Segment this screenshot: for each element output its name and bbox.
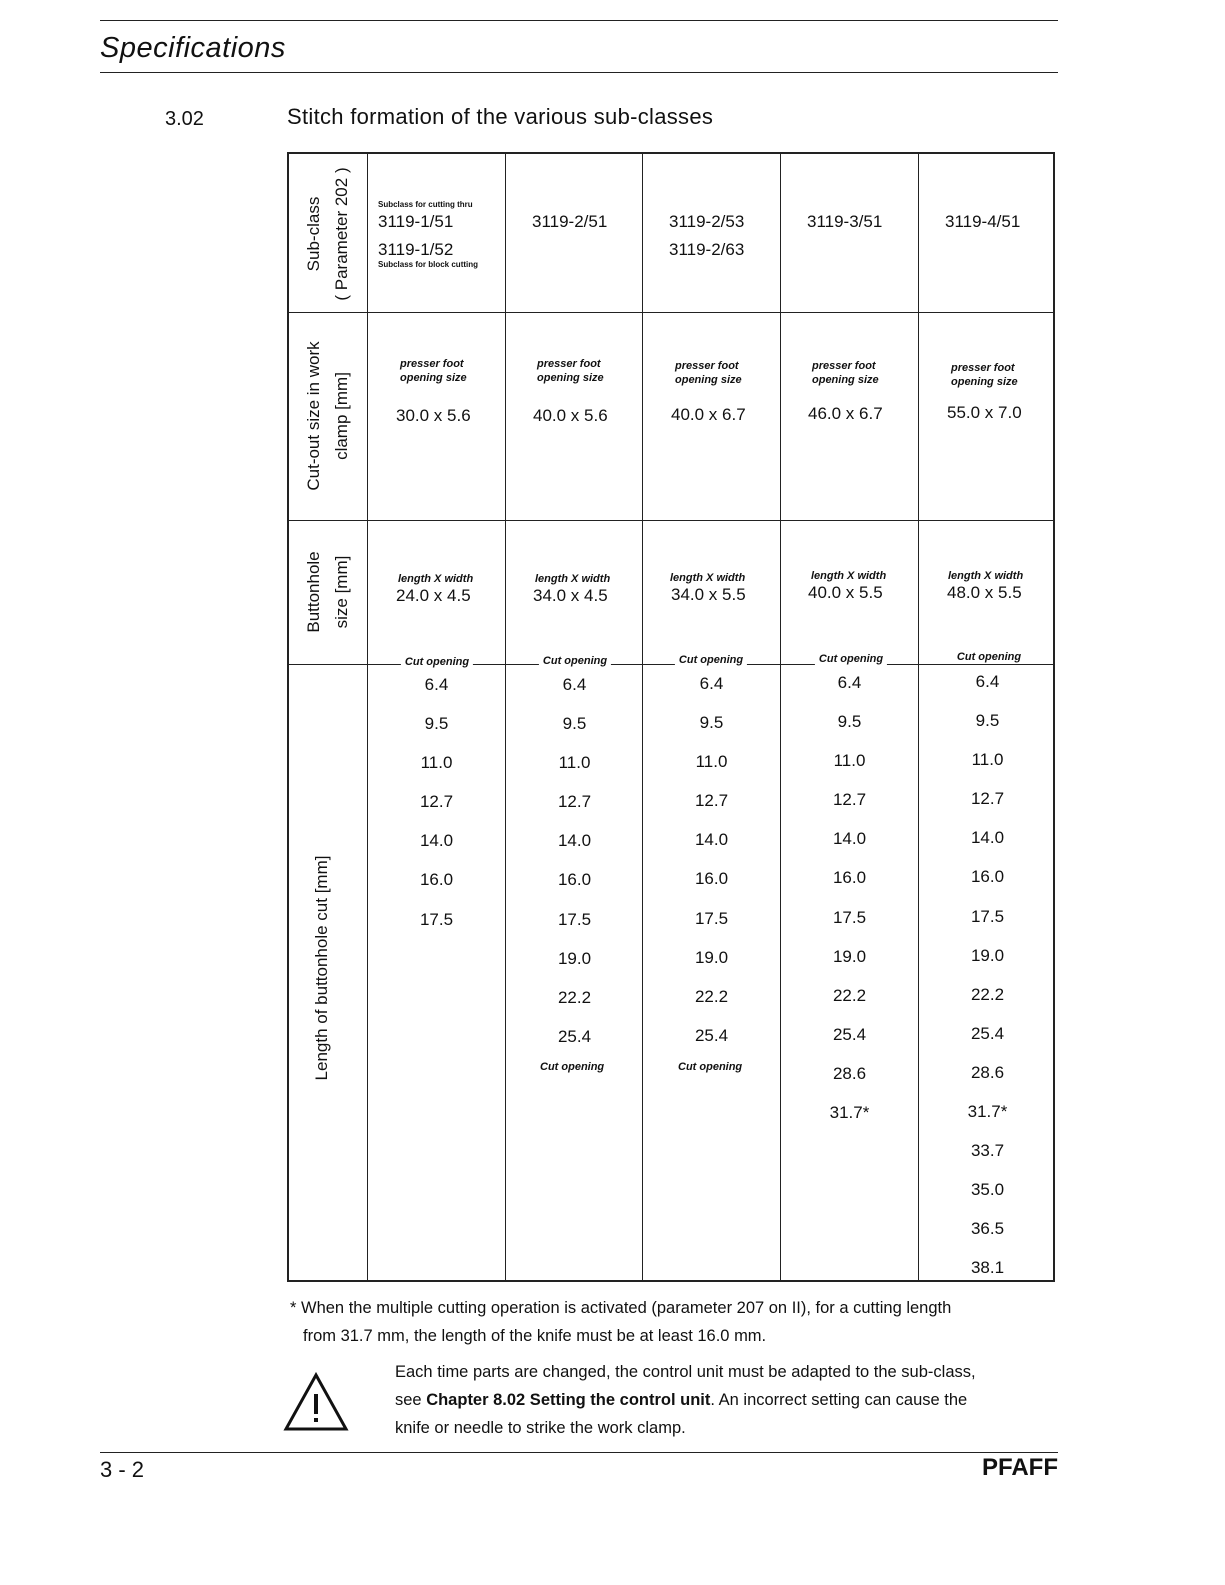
bh-label: length X width	[398, 573, 474, 585]
cut-length-value: 16.0	[694, 869, 729, 889]
bh-size: 40.0 x 5.5	[808, 583, 883, 602]
cutout-cell	[675, 359, 755, 387]
footnote-line: from 31.7 mm, the length of the knife must be at least 16.0 mm.	[303, 1327, 767, 1345]
cut-length-value: 19.0	[970, 945, 1005, 965]
cut-length-value: 16.0	[832, 868, 867, 888]
cut-length-value: 11.0	[420, 753, 453, 773]
cut-length-value: 14.0	[557, 831, 592, 851]
cut-length-value: 6.4	[975, 672, 1000, 691]
cut-opening-label: Cut opening	[815, 653, 887, 665]
cut-length-value: 9.5	[975, 711, 1000, 731]
row-divider	[289, 520, 1053, 521]
cut-length-value: 16.0	[419, 870, 454, 890]
subclass-note: Subclass for cutting thru	[378, 200, 473, 209]
warning-line: knife or needle to strike the work clamp.	[395, 1419, 686, 1437]
cut-opening-label-bottom: Cut opening	[678, 1061, 743, 1073]
row-divider	[289, 664, 367, 665]
cut-opening-label: Cut opening	[401, 656, 473, 668]
page-number: 3 - 2	[100, 1457, 145, 1482]
cut-length-value: 6.4	[837, 673, 862, 692]
bh-size: 24.0 x 4.5	[396, 586, 471, 605]
cut-length-value: 9.5	[699, 713, 724, 733]
spec-table	[287, 152, 1055, 1282]
cut-length-list	[919, 662, 1056, 1288]
footer-rule	[100, 1452, 1058, 1453]
cutout-cell	[812, 359, 892, 387]
cut-length-value: 12.7	[694, 791, 729, 811]
cutout-cell	[537, 357, 617, 385]
cut-length-value: 17.5	[970, 906, 1005, 926]
subclass-cell	[807, 212, 944, 232]
footnote-line: * When the multiple cutting operation is activated (parameter 207 on II), for a cutting length	[290, 1299, 952, 1317]
cut-opening-label: Cut opening	[953, 651, 1025, 663]
warning-line: see Chapter 8.02 Setting the control unit. An incorrect setting can cause the	[395, 1391, 968, 1409]
cut-length-value: 14.0	[419, 831, 454, 851]
row-label-buttonhole: Buttonhole size [mm]	[304, 551, 351, 633]
foot-size: 40.0 x 6.7	[671, 405, 746, 424]
foot-size: 30.0 x 5.6	[396, 406, 471, 425]
row-label-cutout: Cut-out size in work clamp [mm]	[304, 341, 351, 491]
cut-length-value: 22.2	[557, 987, 592, 1007]
cut-length-value: 17.5	[419, 909, 454, 929]
foot-label: presser foot opening size	[400, 358, 467, 384]
cut-length-value: 12.7	[832, 790, 867, 810]
cut-length-list	[781, 663, 918, 1132]
cut-length-value: 22.2	[832, 985, 867, 1005]
cut-length-value: 12.7	[970, 789, 1005, 809]
cut-length-list	[506, 665, 643, 1056]
subclass-cell	[532, 212, 669, 232]
cut-length-value: 25.4	[694, 1025, 729, 1045]
cutout-cell	[951, 361, 1031, 389]
foot-size: 40.0 x 5.6	[533, 406, 608, 425]
foot-size: 46.0 x 6.7	[808, 404, 883, 423]
header-rule-bottom	[100, 72, 1058, 73]
cut-length-value: 22.2	[970, 984, 1005, 1004]
cut-length-value: 28.6	[970, 1062, 1005, 1082]
cut-length-value: 9.5	[424, 714, 449, 734]
bh-label: length X width	[811, 570, 887, 582]
cut-length-value: 33.7	[970, 1141, 1005, 1161]
foot-label: presser foot opening size	[537, 358, 604, 384]
cut-length-value: 35.0	[970, 1180, 1005, 1200]
foot-size: 55.0 x 7.0	[947, 403, 1022, 422]
cut-length-value: 17.5	[694, 908, 729, 928]
section-title: Specifications	[100, 32, 286, 64]
cut-length-value: 28.6	[832, 1063, 867, 1083]
cutout-cell	[400, 357, 480, 385]
cut-length-value: 12.7	[419, 792, 454, 812]
subclass-cell	[378, 200, 504, 269]
subclass-value: 3119-2/51	[532, 212, 608, 231]
subclass-note: Subclass for block cutting	[378, 260, 479, 269]
subclass-value: 3119-2/63	[669, 240, 745, 259]
cut-length-value: 19.0	[557, 948, 592, 968]
bh-size: 34.0 x 5.5	[671, 585, 746, 604]
cut-length-value: 6.4	[699, 674, 724, 693]
cut-length-value: 11.0	[833, 751, 866, 771]
subclass-cell	[669, 212, 806, 260]
cut-length-value: 16.0	[970, 867, 1005, 887]
footnote	[290, 1294, 1060, 1350]
subclass-value: 3119-3/51	[807, 212, 883, 231]
cut-opening-label: Cut opening	[675, 654, 747, 666]
cut-opening-label: Cut opening	[539, 655, 611, 667]
subclass-value: 3119-4/51	[945, 212, 1021, 231]
cut-length-list	[643, 664, 780, 1055]
bh-label: length X width	[948, 570, 1024, 582]
cut-opening-label-bottom: Cut opening	[540, 1061, 605, 1073]
cut-length-value: 36.5	[970, 1219, 1005, 1239]
cut-length-value: 31.7*	[829, 1103, 870, 1123]
cut-length-value: 19.0	[694, 947, 729, 967]
cut-length-value: 31.7*	[967, 1102, 1008, 1122]
cut-length-value: 6.4	[424, 675, 449, 694]
bh-label: length X width	[670, 572, 746, 584]
row-label-subclass: Sub-class ( Parameter 202 )	[304, 167, 351, 301]
cut-length-value: 25.4	[832, 1024, 867, 1044]
subclass-value: 3119-1/52	[378, 240, 454, 259]
cut-length-value: 17.5	[832, 907, 867, 927]
cut-length-list	[368, 665, 505, 939]
cut-length-value: 38.1	[970, 1258, 1005, 1278]
header-rule-top	[100, 20, 1058, 21]
cut-length-value: 14.0	[694, 830, 729, 850]
cut-length-value: 9.5	[837, 712, 862, 732]
section-heading: Stitch formation of the various sub-classes	[287, 104, 714, 129]
brand-logo: PFAFF	[982, 1454, 1058, 1481]
section-number: 3.02	[165, 108, 204, 130]
warning-line: Each time parts are changed, the control unit must be adapted to the sub-class,	[395, 1363, 976, 1381]
warning-triangle-icon	[283, 1372, 349, 1437]
cut-length-value: 6.4	[562, 675, 587, 694]
warning-text	[395, 1358, 1060, 1442]
cut-length-value: 11.0	[558, 753, 591, 773]
cut-length-value: 22.2	[694, 986, 729, 1006]
cut-length-value: 19.0	[832, 946, 867, 966]
cut-length-value: 17.5	[557, 909, 592, 929]
cut-length-value: 12.7	[557, 792, 592, 812]
row-label-length: Length of buttonhole cut [mm]	[312, 855, 331, 1081]
subclass-value: 3119-1/51	[378, 212, 454, 231]
cut-length-value: 16.0	[557, 870, 592, 890]
chapter-reference: Chapter 8.02 Setting the control unit	[426, 1391, 711, 1409]
bh-label: length X width	[535, 573, 611, 585]
bh-size: 48.0 x 5.5	[947, 583, 1022, 602]
row-divider	[289, 312, 1053, 313]
cut-length-value: 25.4	[970, 1023, 1005, 1043]
cut-length-value: 9.5	[562, 714, 587, 734]
cut-length-value: 25.4	[557, 1026, 592, 1046]
foot-label: presser foot opening size	[812, 360, 879, 386]
cut-length-value: 11.0	[695, 752, 728, 772]
foot-label: presser foot opening size	[675, 360, 742, 386]
subclass-cell	[945, 212, 1082, 232]
cut-length-value: 14.0	[970, 828, 1005, 848]
subclass-value: 3119-2/53	[669, 212, 745, 231]
cut-length-value: 14.0	[832, 829, 867, 849]
bh-size: 34.0 x 4.5	[533, 586, 608, 605]
cut-length-value: 11.0	[971, 750, 1004, 770]
foot-label: presser foot opening size	[951, 362, 1018, 388]
